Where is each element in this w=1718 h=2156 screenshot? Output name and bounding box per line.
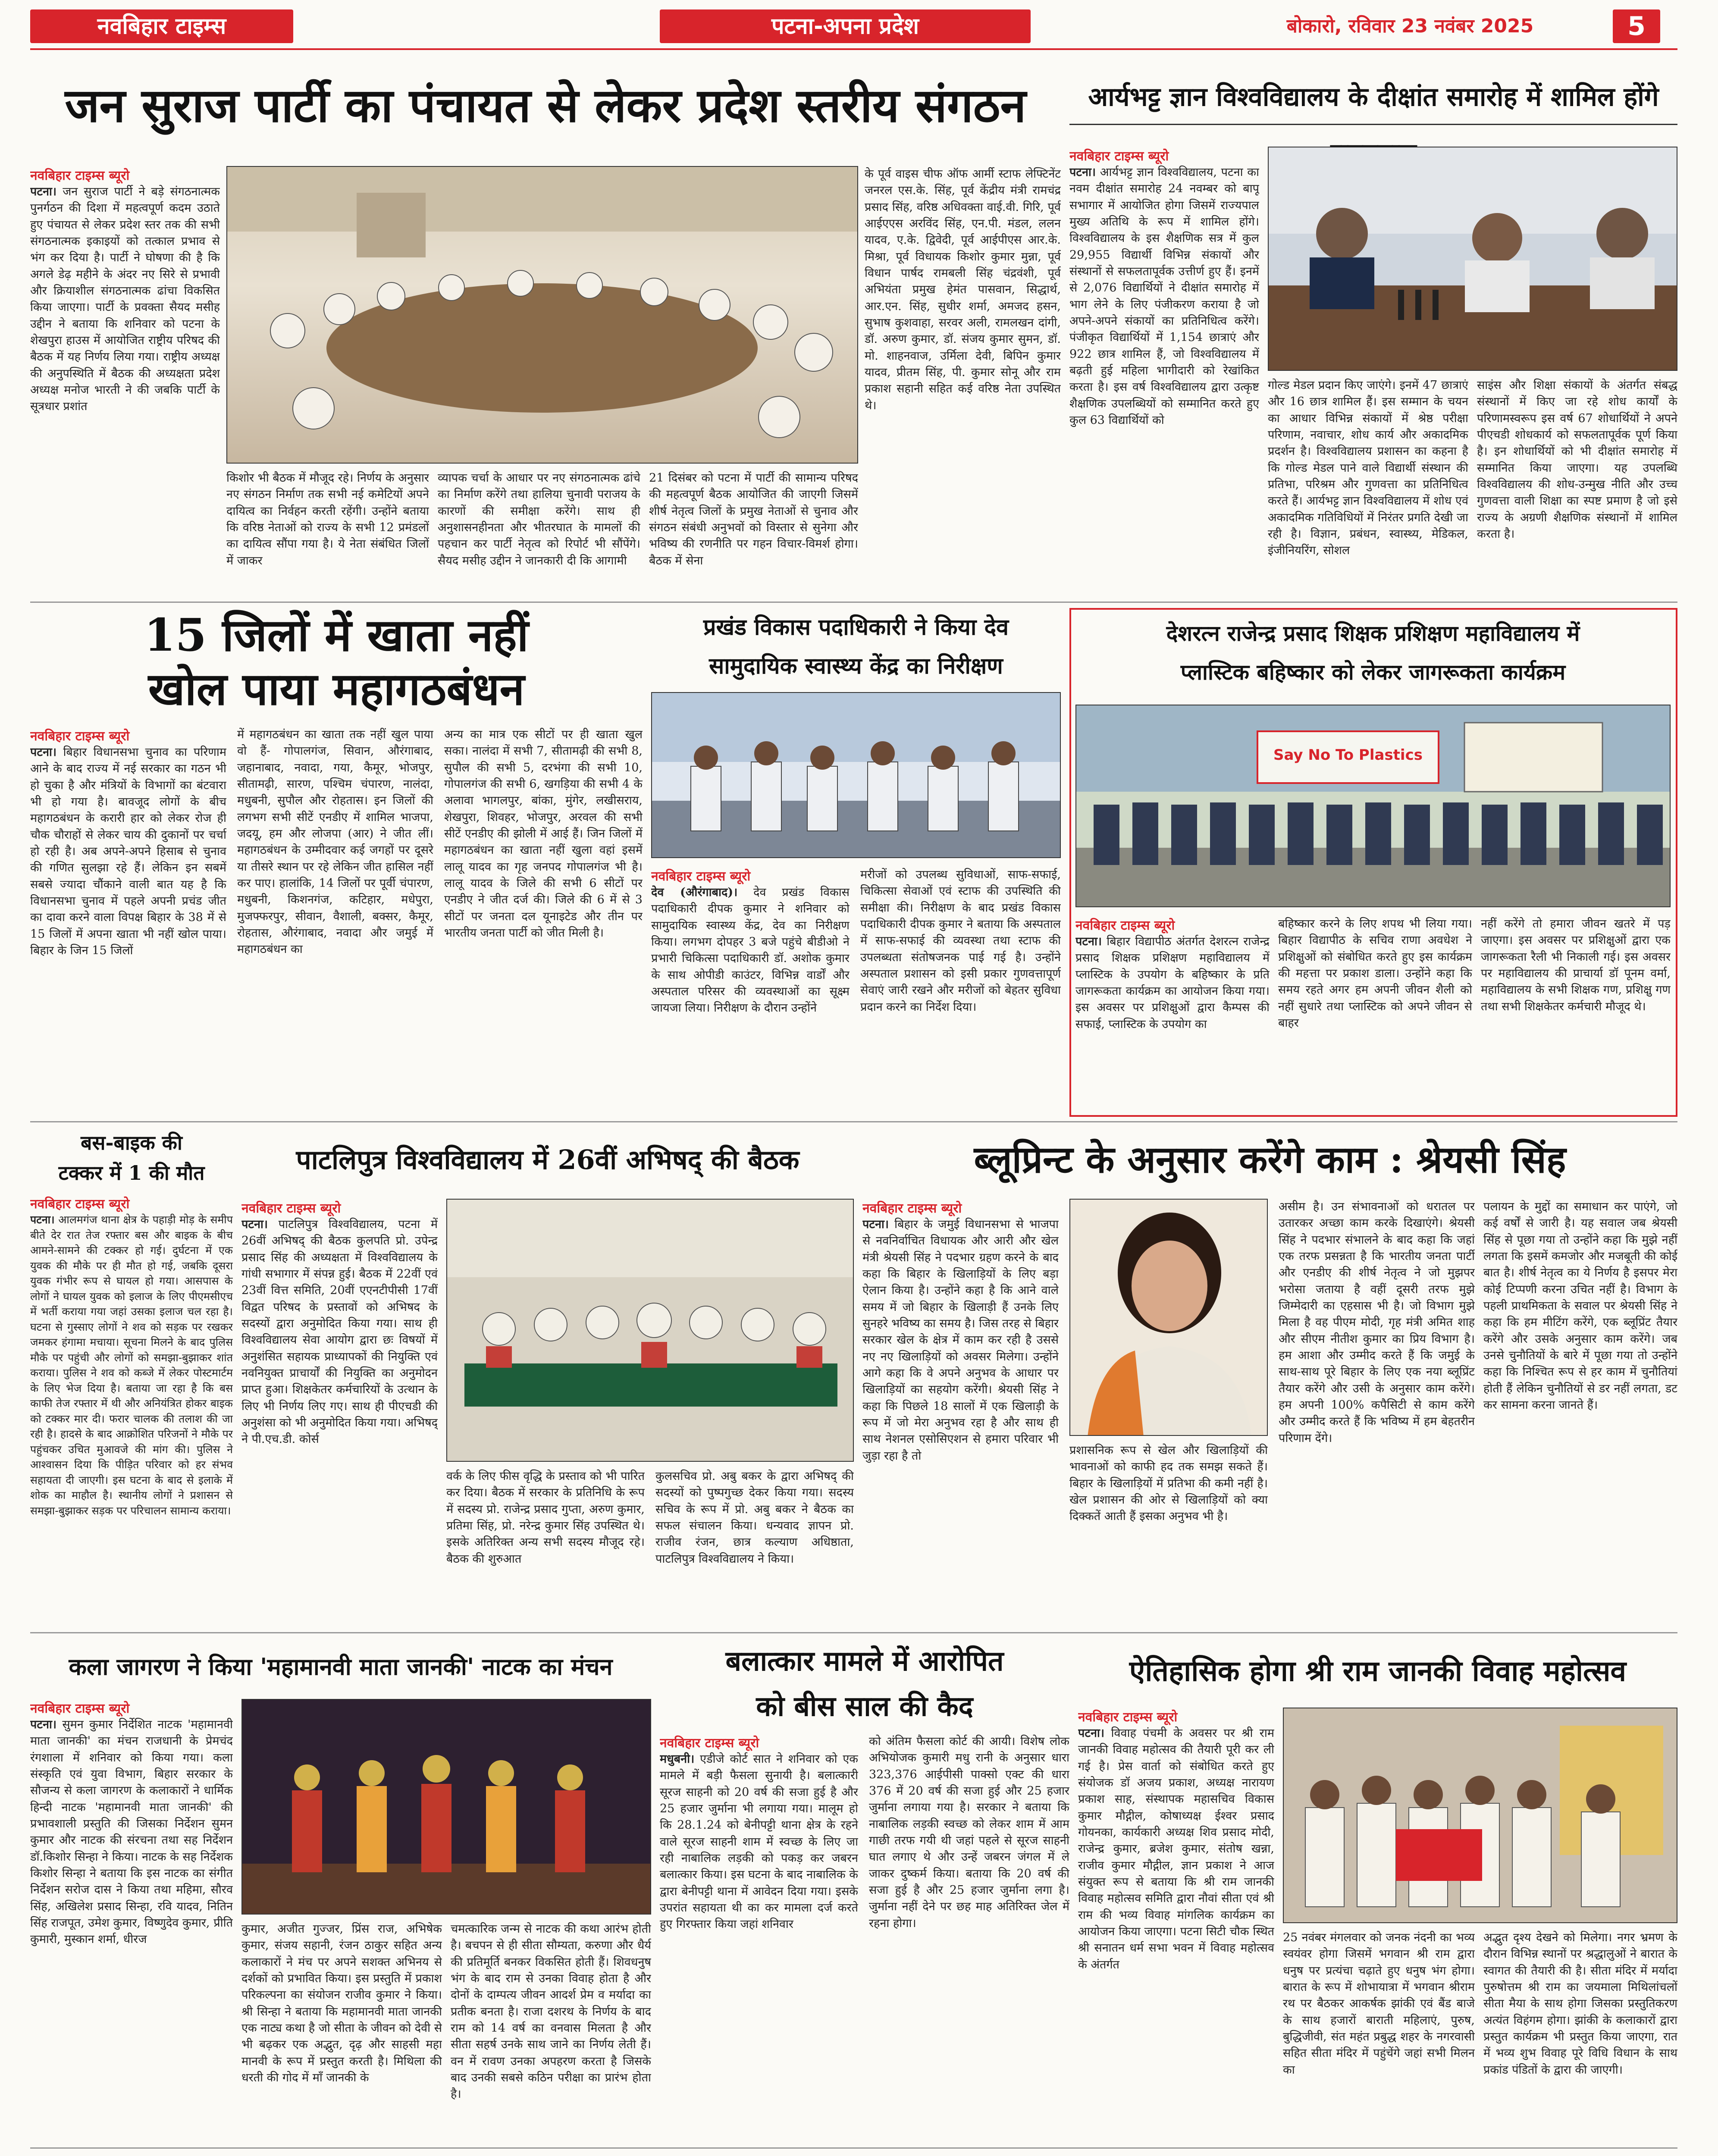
byline: नवबिहार टाइम्स ब्यूरो	[30, 729, 130, 744]
column	[1268, 377, 1468, 595]
column	[30, 727, 226, 1115]
dateline: पटना।	[30, 746, 57, 759]
rally-photo	[1075, 705, 1671, 907]
column	[865, 166, 1061, 597]
body-text: आलमगंज थाना क्षेत्र के पहाड़ी मोड़ के समीप बीते देर रात तेज रफ्तार बस और बाइक के बीच आमने-सामने की टक्कर हो गई। दुर्घटना में एक युवक की मौके पर ही मौत हो गई, जबकि दूसरा युवक गंभीर रूप से घायल हो गया। आसपास के लोगों ने घायल युवक को इलाज के लिए पीएमसीएच में भर्ती कराया गया जहां उसका इलाज चल रहा है। घटना से गुस्साए लोगों ने शव को सड़क पर रखकर जमकर हंगामा मचाया। सूचना मिलने के बाद पुलिस मौके पर पहुंची और लोगों को समझा-बुझाकर शांत कराया। पुलिस ने शव को कब्जे में लेकर पोस्टमार्टम के लिए भेज दिया है। बताया जा रहा है कि बस काफी तेज रफ्तार में थी और अनियंत्रित होकर बाइक को टक्कर मार दी। फरार चालक की तलाश की जा रही है। हादसे के बाद आक्रोशित परिजनों ने मौके पर पहुंचकर उचित मुआवजे की मांग की। पुलिस ने आश्वासन दिया कि पीड़ित परिवार को हर संभव सहायता दी जाएगी। इस घटना के बाद से इलाके में शोक का माहौल है। स्थानीय लोगों ने प्रशासन से समझा-बुझाकर सड़क पर परिचालन सामान्य कराया।	[30, 1213, 233, 1517]
byline: नवबिहार टाइम्स ब्यूरो	[1078, 1710, 1178, 1725]
byline: नवबिहार टाइम्स ब्यूरो	[241, 1201, 341, 1216]
headline: ब्लूप्रिन्ट के अनुसार करेंगे काम : श्रेयसी सिंह	[974, 1138, 1566, 1181]
column	[660, 1733, 858, 2141]
byline: नवबिहार टाइम्स ब्यूरो	[30, 1701, 130, 1716]
headline: ऐतिहासिक होगा श्री राम जानकी विवाह महोत्सव	[1129, 1654, 1627, 1688]
column	[30, 1194, 233, 1626]
column	[30, 166, 220, 597]
divider	[30, 1121, 1677, 1122]
headline-line: खोल पाया महागठबंधन	[148, 662, 525, 715]
column	[451, 1921, 651, 2141]
body-text: अद्भुत दृश्य देखने को मिलेगा। नगर भ्रमण के दौरान विभिन्न स्थानों पर श्रद्धालुओं ने बारात के स्वागत की तैयारी की है। सीता मंदिर में मर्यादा पुरुषोत्तम श्री राम का जयमाला मिथिलांचलों सीता मैया के साथ होगा जिसका प्रस्तुतिकरण अत्यंत विहंगम होगा। झांकी के कलाकारों द्वारा प्रस्तुत कार्यक्रम भी प्रस्तुत किया जाएगा, रात में भव्य शुभ विवाह पूरे विधि विधान के साथ प्रकांड पंडितों के द्वारा की जाएगी।	[1483, 1931, 1677, 2077]
body-text: कुलसचिव प्रो. अबु बकर के द्वारा अभिषद् की सदस्यों को पुष्पगुच्छ देकर किया गया। सदस्य सचिव के रूप में प्रो. अबु बकर ने बैठक का सफल संचालन किया। धन्यवाद ज्ञापन प्रो. राजीव रंजन, छात्र कल्याण अधिष्ठाता, पाटलिपुत्र विश्वविद्यालय ने किया।	[655, 1470, 854, 1566]
body-text: व्यापक चर्चा के आधार पर नए संगठनात्मक ढांचे का निर्माण करेंगे तथा हालिया चुनावी पराजय के कारणों की समीक्षा करेंगे। साथ ही अनुशासनहीनता और भीतरघात के मामलों की पहचान कर पार्टी नेतृत्व को रिपोर्ट भी सौंपेंगे। सैयद मसीह उद्दीन ने जानकारी दी कि आगामी	[438, 471, 640, 567]
column	[1069, 1442, 1268, 1626]
column	[1283, 1930, 1475, 2141]
dateline: पटना।	[1078, 1727, 1105, 1740]
body-text: प्रशासनिक रूप से खेल और खिलाड़ियों की भावनाओं को काफी हद तक समझ सकते हैं। बिहार के खिलाड़ियों में प्रतिभा की कमी नहीं है। खेल प्रशासन की ओर से खिलाड़ियों को क्या दिक्कतें आती हैं इसका अनुभव भी है।	[1069, 1444, 1268, 1523]
portrait-photo	[1069, 1199, 1268, 1436]
headline	[1281, 2154, 1677, 2156]
article-vivah	[1078, 1639, 1677, 2143]
article-shreyasi	[862, 1128, 1677, 1628]
press-conference-photo	[1283, 1708, 1677, 1923]
dateline: पटना।	[30, 185, 57, 198]
meeting-photo	[446, 1199, 854, 1462]
headline: जन सुराज पार्टी का पंचायत से लेकर प्रदेश स्तरीय संगठन	[65, 78, 1026, 133]
headline-line: बलात्कार मामले में आरोपित	[725, 1645, 1004, 1677]
body-text: पलायन के मुद्दों का समाधान कर पाएंगे, जो कई वर्षों से जारी है। यह सवाल जब श्रेयसी सिंह से पूछा गया तो उन्होंने कहा कि मुझे नहीं लगता कि इसमें कमजोर और मजबूती की कोई बात है। शीर्ष नेतृत्व का ये निर्णय है इसपर मेरा कोई टिप्पणी करना उचित नहीं है। विभाग के पहली प्राथमिकता के सवाल पर श्रेयसी सिंह ने कहा कि हम मीटिंग करेंगे, एक ब्लूप्रिंट तैयार करेंगे और उसके अनुसार काम करेंगे। जब उनसे चुनौतियों के बारे में पूछा गया तो उन्होंने कहा कि निश्चित रूप से हर काम में चुनौतियां होती हैं लेकिन चुनौतियों से डर नहीं लगता, डट कर सामना करना जानते हैं।	[1483, 1200, 1677, 1412]
article-mahamanvi	[30, 1639, 651, 2143]
headline-line: प्रखंड विकास पदाधिकारी ने किया देव	[703, 614, 1009, 640]
byline: नवबिहार टाइम्स ब्यूरो	[862, 1201, 962, 1216]
body-text: विवाह पंचमी के अवसर पर श्री राम जानकी विवाह महोत्सव की तैयारी पूरी कर ली गई है। प्रेस वार्ता को संबोधित करते हुए संयोजक डॉ अजय प्रकाश, अध्यक्ष नारायण प्रकाश साह, संस्थापक महासचिव विकास कुमार मौद्गील, कोषाध्यक्ष ईश्वर प्रसाद गोयनका, कार्यकारी अध्यक्ष शिव प्रसाद मोदी, राजेन्द्र कुमार, ब्रजेश कुमार, संतोष खन्ना, राजीव कुमार मौद्गील, ज्ञान प्रकाश ने आज संयुक्त रूप से बताया कि श्री राम जानकी विवाह महोत्सव समिति द्वारा नौवां सीता एवं श्री राम की भव्य विवाह मांगलिक कार्यक्रम का आयोजन किया जाएगा। पटना सिटी चौक स्थित श्री सनातन धर्म सभा भवन में विवाह महोत्सव के अंतर्गत	[1078, 1727, 1274, 1971]
body-text: नहीं करेंगे तो हमारा जीवन खतरे में पड़ जाएगा। इस अवसर पर प्रशिक्षुओं द्वारा एक जागरूकता रैली भी निकाली गई। इस अवसर पर महाविद्यालय की प्राचार्या डॉ पूनम वर्मा, महाविद्यालय के सभी शिक्षक गण, प्रशिक्षु गण तथा सभी शिक्षकेतर कर्मचारी मौजूद थे।	[1481, 917, 1671, 1013]
body-text: को अंतिम फैसला कोर्ट की आयी। विशेष लोक अभियोजक कुमारी मधु रानी के अनुसार धारा 323,376 आईपीसी पाक्सो एक्ट की धारा 376 में 20 वर्ष की सजा हुई और 25 हजार जुर्माना लगाया गया है। सरकार ने बताया कि नाबालिक लड़की स्वच्छ को लेकर शाम में आम गाछी तरफ गयी थी जहां पहले से सूरज साहनी घात लगाए थे और उन्हें जबरन जंगल में ले जाकर दुष्कर्म किया। बताया कि 20 वर्ष की सजा हुई है और 25 हजार जुर्माना लगा है। जुर्माना नहीं देने पर छह माह अतिरिक्त जेल में रहना होगा।	[869, 1735, 1069, 1930]
column	[1477, 377, 1677, 595]
body-text: बिहार के जमुई विधानसभा से भाजपा से नवनिर्वाचित विधायक और आरी और खेल मंत्री श्रेयसी सिंह ने पदभार ग्रहण करने के बाद कहा कि बिहार के खिलाड़ियों के लिए बड़ा ऐलान किया है। उन्होंने कहा है कि आने वाले समय में जो बिहार के खिलाड़ी हैं उनके लिए सुनहरे भविष्य का समय है। जिस तरह से बिहार सरकार खेल के क्षेत्र में काम कर रही है उससे नए नए खिलाड़ियों को अवसर मिलेगा। उन्होंने आगे कहा कि वे अपने अनुभव के आधार पर खिलाड़ियों का सहयोग करेंगी। श्रेयसी सिंह ने कहा कि पिछले 18 सालों में एक खिलाड़ी के रूप में जो मेरा अनुभव रहा है और साथ ही साथ नेशनल एसोसिएशन से हमारा परिवार भी जुड़ा रहा है तो	[862, 1218, 1059, 1463]
body-text: बहिष्कार करने के लिए शपथ भी लिया गया। बिहार विद्यापीठ के सचिव राणा अवधेश ने प्रशिक्षुओं को संबोधित करते हुए इस कार्यक्रम की महत्ता पर प्रकाश डाला। उन्होंने कहा कि समय रहते अगर हम अपनी जीवन शैली को नहीं सुधारे तथा प्लास्टिक को अपने जीवन से बाहर	[1278, 917, 1472, 1030]
column	[1078, 1708, 1274, 2141]
stage-play-photo	[241, 1699, 651, 1915]
column	[655, 1468, 854, 1626]
headline	[651, 608, 1061, 686]
dateline: पटना।	[1069, 166, 1096, 179]
hospital-photo	[651, 692, 1061, 858]
article-maharajganj	[1281, 2154, 1677, 2156]
column	[651, 867, 850, 1115]
banner-text: Say No To Plastics	[1273, 746, 1423, 764]
column	[1279, 1199, 1475, 1626]
dateline: पटना।	[1075, 935, 1102, 948]
masthead	[0, 0, 1718, 52]
body-text: देव प्रखंड विकास पदाधिकारी दीपक कुमार ने शनिवार को सामुदायिक स्वास्थ्य केंद्र, देव का निरीक्षण किया। लगभग दोपहर 3 बजे पहुंचे बीडीओ ने प्रभारी चिकित्सा पदाधिकारी डॉ. अशोक कुमार के साथ ओपीडी काउंटर, विभिन्न वार्डों और अस्पताल परिसर की व्यवस्थाओं का सूक्ष्म जायजा लिया। निरीक्षण के दौरान उन्होंने	[651, 886, 850, 1015]
column	[1075, 916, 1270, 1114]
article-balatkar	[660, 1639, 1069, 2143]
byline: नवबिहार टाइम्स ब्यूरो	[30, 168, 130, 183]
dateline: देव (औरंगाबाद)।	[651, 886, 738, 899]
article-mahagathbandhan	[30, 608, 643, 1117]
article-jan-suraj	[30, 60, 1061, 595]
byline: नवबिहार टाइम्स ब्यूरो	[1075, 918, 1175, 933]
body-text: सुमन कुमार निर्देशित नाटक 'महामानवी माता जानकी' का मंचन राजधानी के प्रेमचंद रंगशाला में शनिवार को किया गया। कला संस्कृति एवं युवा विभाग, बिहार सरकार के सौजन्य से कला जागरण के कलाकारों ने धार्मिक हिन्दी नाटक 'महामानवी माता जानकी' की प्रभावशाली प्रस्तुति की जिसका निर्देशन सुमन कुमार और नाटक की संरचना तथा सह निर्देशन डॉ.किशोर सिन्हा ने किया। नाटक के सह निर्देशक किशोर सिन्हा ने बताया कि इस नाटक का संगीत निर्देशन सरोज दास ने किया तथा महिमा, सौरव सिंह, अखिलेश प्रसाद सिन्हा, रवि यादव, नितिन सिंह राजपूत, उमेश कुमार, विष्णुदेव कुमार, प्रीति कुमारी, मुस्कान शर्मा, धीरज	[30, 1718, 233, 1946]
divider	[30, 602, 1677, 603]
column	[860, 867, 1061, 1115]
headline: कला जागरण ने किया 'महामानवी माता जानकी' नाटक का मंचन	[69, 1653, 613, 1680]
meeting-photo	[1268, 147, 1677, 371]
headline-line: सामुदायिक स्वास्थ्य केंद्र का निरीक्षण	[709, 653, 1003, 679]
headline: आर्यभट्ट ज्ञान विश्वविद्यालय के दीक्षांत समारोह में शामिल होंगे	[1069, 69, 1677, 125]
dateline: पटना।	[30, 1718, 57, 1731]
column	[1278, 916, 1472, 1114]
dateline: मधुबनी।	[660, 1752, 695, 1766]
headline-line: 15 जिलों में खाता नहीं	[144, 608, 529, 661]
article-film	[30, 2154, 1272, 2156]
masthead-rule	[30, 48, 1677, 50]
meeting-photo	[226, 166, 858, 464]
column	[30, 1699, 233, 2141]
column	[446, 1468, 645, 1626]
column	[869, 1733, 1069, 2141]
article-aryabhatta	[1069, 60, 1677, 595]
column	[241, 1921, 442, 2141]
divider	[30, 1632, 1677, 1633]
body-text: आर्यभट्ट ज्ञान विश्वविद्यालय, पटना का नवम दीक्षांत समारोह 24 नवम्बर को बापू सभागार में आयोजित होगा जिसमें राज्यपाल मुख्य अतिथि के रूप में शामिल होंगे। विश्वविद्यालय के इस शैक्षणिक सत्र में कुल 29,955 विद्यार्थी विभिन्न संकायों और संस्थानों से सफलतापूर्वक उत्तीर्ण हुए हैं। इनमें से 2,076 विद्यार्थियों ने दीक्षांत समारोह में भाग लेने के लिए पंजीकरण कराया है जो अपने-अपने संकायों का प्रतिनिधित्व करेंगे। पंजीकृत विद्यार्थियों में 1,154 छात्राएं और 922 छात्र शामिल हैं, जो विश्वविद्यालय में बढ़ती हुई महिला भागीदारी को रेखांकित करता है। इस वर्ष विश्वविद्यालय द्वारा उत्कृष्ट शैक्षणिक उपलब्धियों को सम्मानित करते हुए कुल 63 विद्यार्थियों को	[1069, 166, 1259, 427]
body-text: गोल्ड मेडल प्रदान किए जाएंगे। इनमें 47 छात्राएं और 16 छात्र शामिल हैं। इस सम्मान के चयन का आधार विभिन्न संकायों में श्रेष्ठ परीक्षा परिणाम, नवाचार, शोध कार्य और अकादमिक प्रदर्शन है। विश्वविद्यालय प्रशासन का कहना है कि गोल्ड मेडल पाने वाले विद्यार्थी संस्थान की प्रतिभा, परिश्रम और गुणवत्ता का प्रतिनिधित्व करते हैं। आर्यभट्ट ज्ञान विश्वविद्यालय में शोध एवं अकादमिक गतिविधियों में निरंतर प्रगति देखी जा रही है। विज्ञान, प्रबंधन, स्वास्थ्य, मेडिकल, इंजीनियरिंग, सोशल	[1268, 379, 1468, 558]
headline	[30, 1128, 233, 1192]
article-patliputra	[241, 1128, 854, 1628]
body-text: पाटलिपुत्र विश्वविद्यालय, पटना में 26वीं अभिषद् की बैठक कुलपति प्रो. उपेन्द्र प्रसाद सिंह की अध्यक्षता में विश्वविद्यालय के गांधी सभागार में संपन्न हुई। बैठक में 22वीं एवं 23वीं वित्त समिति, 20वीं एएनटीपीसी 17वीं विद्वत परिषद के प्रस्तावों को अभिषद के सदस्यों द्वारा अनुमोदित किया गया। साथ ही विश्वविद्यालय सेवा आयोग द्वारा छः विषयों में अनुशंसित सहायक प्राध्यापकों की नियुक्ति एवं नवनियुक्त प्राचार्यों की नियुक्ति का अनुमोदन प्राप्त हुआ। शिक्षकेतर कर्मचारियों के उत्थान के लिए भी निर्णय लिए गए। साथ ही पीएचडी की अनुशंसा को भी अनुमोदित किया गया। अभिषद् ने पी.एच.डी. कोर्स	[241, 1218, 438, 1446]
article-bus-bike	[30, 1128, 233, 1628]
column	[862, 1199, 1059, 1626]
body-text: 21 दिसंबर को पटना में पार्टी की सामान्य परिषद की महत्वपूर्ण बैठक आयोजित की जाएगी जिसमें शीर्ष नेतृत्व जिलों के प्रमुख नेताओं से चुनाव और संगठन संबंधी अनुभवों को विस्तार से सुनेगा और भविष्य की रणनीति पर गहन विचार-विमर्श होगा। बैठक में सेना	[649, 471, 858, 567]
page-number: 5	[1613, 9, 1660, 43]
headline-line: बस-बाइक की	[81, 1131, 182, 1154]
byline: नवबिहार टाइम्स ब्यूरो	[660, 1736, 759, 1751]
article-bdo-inspection	[651, 608, 1061, 1117]
body-text: में महागठबंधन का खाता तक नहीं खुल पाया वो हैं- गोपालगंज, सिवान, औरंगाबाद, जहानाबाद, नवादा, गया, कैमूर, भोजपुर, सीतामढ़ी, सारण, पश्चिम चंपारण, नालंदा, मधुबनी, सुपौल और रोहतास। इन जिलों की लगभग सभी सीटें एनडीए में शामिल भाजपा, जदयू, हम और लोजपा (आर) ने जीत लीं। महागठबंधन के उम्मीदवार कई जगहों पर दूसरे या तीसरे स्थान पर रहे लेकिन जीत हासिल नहीं कर पाए। हालांकि, 14 जिलों पर पूर्वी चंपारण, मधुबनी, किशनगंज, कटिहार, मधेपुरा, मुजफ्फरपुर, सीवान, वैशाली, बक्सर, कैमूर, रोहतास, औरंगाबाद, नवादा और जमुई में महागठबंधन का	[237, 728, 433, 956]
column	[1483, 1199, 1677, 1626]
body-text: के पूर्व वाइस चीफ ऑफ आर्मी स्टाफ लेफ्टिनेंट जनरल एस.के. सिंह, पूर्व केंद्रीय मंत्री रामचंद्र प्रसाद सिंह, वरिष्ठ अधिवक्ता वाई.वी. गिरि, पूर्व आईएएस अरविंद सिंह, एन.पी. मंडल, ललन यादव, ए.के. द्विवेदी, पूर्व आईपीएस आर.के. मिश्रा, पूर्व विधायक किशोर कुमार मुन्ना, पूर्व विधान पार्षद रामबली सिंह चंद्रवंशी, पूर्व अभियंता प्रमुख हेमंत पासवान, सिद्धार्थ, आर.एन. सिंह, सुधीर शर्मा, अमजद हसन, सुभाष कुशवाहा, सरवर अली, रामलखन दांगी, डॉ. अरुण कुमार, डॉ. संजय कुमार सुमन, डॉ. मो. शाहनवाज, उर्मिला देवी, बिपिन कुमार यादव, प्रीतम सिंह, पी. कुमार सोनू और राम प्रकाश सहानी सहित कई वरिष्ठ नेता उपस्थित थे।	[865, 167, 1061, 412]
body-text: 25 नवंबर मंगलवार को जनक नंदनी का भव्य स्वयंवर होगा जिसमें भगवान श्री राम द्वारा धनुष पर प्रत्यंचा चढ़ाते हुए धनुष भंग होगा। बारात के रूप में शोभायात्रा में भगवान श्रीराम रथ पर बैठकर आकर्षक झांकी एवं बैंड बाजे के साथ हजारों बाराती महिलाएं, पुरुष, बुद्धिजीवी, संत महंत प्रबुद्ध शहर के नगरवासी सहित सीता मंदिर में पहुंचेंगे जहां सभी मिलन का	[1283, 1931, 1475, 2077]
paper-name: नवबिहार टाइम्स	[30, 9, 293, 43]
column	[444, 727, 643, 1115]
headline-line: देशरत्न राजेन्द्र प्रसाद शिक्षक प्रशिक्षण महाविद्यालय में	[1166, 620, 1580, 646]
headline	[1075, 614, 1671, 700]
column	[1069, 147, 1259, 595]
body-text: असीम है। उन संभावनाओं को धरातल पर उतारकर अच्छा काम करके दिखाएंगे। श्रेयसी सिंह ने पदभार संभालने के बाद कहा कि जहां एक तरफ प्रसन्नता है कि भारतीय जनता पार्टी और एनडीए की शीर्ष नेतृत्व ने जो मुझपर भरोसा जताया है वहीं दूसरी तरफ मुझे जिम्मेदारी का एहसास भी है। जो विभाग मुझे मिला है वह पीएम मोदी, गृह मंत्री अमित शाह और सीएम नीतीश कुमार का प्रिय विभाग है। हम आशा और उम्मीद करते हैं कि जमुई के साथ-साथ पूरे बिहार के लिए एक नया ब्लूप्रिंट तैयार करेंगे और उसी के अनुसार काम करेंगे। हम अपनी 100% कपैसिटी से काम करेंगे और उम्मीद करते हैं कि भविष्य में हम बेहतरीन परिणाम देंगे।	[1279, 1200, 1475, 1445]
byline: नवबिहार टाइम्स ब्यूरो	[651, 869, 751, 884]
divider	[30, 2147, 1677, 2149]
headline	[660, 1639, 1069, 1729]
body-text: साइंस और शिक्षा संकायों के अंतर्गत संबद्ध संस्थानों में किए जा रहे शोध कार्यों के परिणामस्वरूप इस वर्ष 67 शोधार्थियों ने अपने पीएचडी शोधकार्य को सफलतापूर्वक पूर्ण किया है। इन शोधार्थियों को भी दीक्षांत समारोह में सम्मानित किया जाएगा। यह उपलब्धि विश्वविद्यालय की शोध-उन्मुख नीति और उच्च गुणवत्ता वाली शिक्षा का स्पष्ट प्रमाण है जो इसे राज्य के अग्रणी शैक्षणिक संस्थानों में शामिल करता है।	[1477, 379, 1677, 541]
column	[226, 470, 429, 595]
column	[241, 1199, 438, 1626]
column	[1483, 1930, 1677, 2141]
headline-line	[1281, 2154, 1677, 2156]
headline: पाटलिपुत्र विश्वविद्यालय में 26वीं अभिषद् की बैठक	[296, 1144, 799, 1175]
body-text: कुमार, अजीत गुज्जर, प्रिंस राज, अभिषेक कुमार, संजय सहानी, रंजन ठाकुर सहित अन्य कलाकारों ने मंच पर अपने सशक्त अभिनय से दर्शकों को प्रभावित किया। इस प्रस्तुति में प्रकाश परिकल्पना का संयोजन राजीव कुमार ने किया। श्री सिन्हा ने बताया कि महामानवी माता जानकी एक नाट्य कथा है जो सीता के जीवन को देवी से भी बढ़कर एक अद्भुत, दृढ़ और साहसी महा मानवी के रूप में प्रस्तुत करती है। मिथिला की धरती की गोद में माँ जानकी के	[241, 1922, 442, 2084]
body-text: एडीजे कोर्ट सात ने शनिवार को एक मामले में बड़ी फैसला सुनायी है। बलात्कारी सूरज साहनी को 20 वर्ष की सजा हुई है और 25 हजार जुर्माना भी लगाया गया। मालूम हो कि 28.1.24 को बेनीपट्टी थाना क्षेत्र के रहने वाले सूरज साहनी शाम में स्वच्छ के लिए जा रही नाबालिक लड़की को पकड़ कर जबरन बलात्कार किया। इस घटना के बाद नाबालिक के द्वारा बेनीपट्टी थाना में आवेदन दिया गया। इसके उपरांत सहायता थी का कर मामला दर्ज करते हुए गिरफ्तार किया जहां शनिवार	[660, 1752, 858, 1931]
byline: नवबिहार टाइम्स ब्यूरो	[30, 1197, 130, 1212]
headline-line: प्लास्टिक बहिष्कार को लेकर जागरूकता कार्यक्रम	[1180, 659, 1566, 685]
column	[649, 470, 858, 595]
section-title: पटना-अपना प्रदेश	[660, 9, 1031, 43]
body-text: मरीजों को उपलब्ध सुविधाओं, साफ-सफाई, चिकित्सा सेवाओं एवं स्टाफ की उपस्थिति की समीक्षा की। निरीक्षण के बाद प्रखंड विकास पदाधिकारी दीपक कुमार ने बताया कि अस्पताल में साफ-सफाई की व्यवस्था तथा स्टाफ की उपलब्धता संतोषजनक पाई गई है। उन्होंने अस्पताल प्रशासन को इसी प्रकार गुणवत्तापूर्ण सेवाएं जारी रखने और मरीजों को बेहतर सुविधा प्रदान करने का निर्देश दिया।	[860, 868, 1061, 1014]
column	[237, 727, 433, 1115]
headline	[30, 608, 643, 716]
body-text: चमत्कारिक जन्म से नाटक की कथा आरंभ होती है। बचपन से ही सीता सौम्यता, करुणा और धैर्य की प्रतिमूर्ति बनकर विकसित होती हैं। शिवधनुष भंग के बाद राम से उनका विवाह होता है और दोनों के दाम्पत्य जीवन आदर्श प्रेम व मर्यादा का प्रतीक बनता है। राजा दशरथ के निर्णय के बाद राम को 14 वर्ष का वनवास मिलता है और सीता सहर्ष उनके साथ जाने का निर्णय लेती हैं। वन में रावण उनका अपहरण करता है जिसके बाद उनकी सबसे कठिन परीक्षा का प्रारंभ होता है।	[451, 1922, 651, 2101]
headline	[30, 2154, 1272, 2156]
dateline: बोकारो, रविवार 23 नवंबर 2025	[1286, 15, 1534, 37]
body-text: बिहार विद्यापीठ अंतर्गत देशरत्न राजेन्द्र प्रसाद शिक्षक प्रशिक्षण महाविद्यालय में प्लास्टिक के उपयोग के बहिष्कार के प्रति जागरूकता कार्यक्रम का आयोजन किया गया। इस अवसर पर प्रशिक्षुओं द्वारा कैम्पस की सफाई, प्लास्टिक के उपयोग का	[1075, 935, 1270, 1031]
body-text: जन सुराज पार्टी ने बड़े संगठनात्मक पुनर्गठन की दिशा में महत्वपूर्ण कदम उठाते हुए पंचायत से लेकर प्रदेश स्तर तक की सभी संगठनात्मक इकाइयों को तत्काल प्रभाव से भंग कर दिया है। पार्टी ने घोषणा की है कि अगले डेढ़ महीने के अंदर नए सिरे से प्रभावी और क्रियाशील संगठनात्मक ढांचा विकसित किया जाएगा। पार्टी के प्रवक्ता सैयद मसीह उद्दीन ने बताया कि शनिवार को पटना के शेखपुरा हाउस में आयोजित राष्ट्रीय परिषद की बैठक में यह निर्णय लिया गया। राष्ट्रीय अध्यक्ष की अनुपस्थिति में बैठक की अध्यक्षता प्रदेश अध्यक्ष मनोज भारती ने की जबकि पार्टी के सूत्रधार प्रशांत	[30, 185, 220, 414]
body-text: बिहार विधानसभा चुनाव का परिणाम आने के बाद राज्य में नई सरकार का गठन भी हो चुका है और मंत्रियों के विभागों का बंटवारा भी हो गया है। बावजूद लोगों के बीच महागठबंधन के करारी हार को लेकर रोज ही चौक चौराहों से लेकर चाय की दुकानों पर चर्चा हो रही है। अब अपने-अपने हिसाब से चुनाव की गणित सुलझा रहे हैं। लेकिन इन सबमें सबसे ज्यादा चौंकाने वाली बात यह है कि विधानसभा चुनाव में पहले अपनी प्रचंड जीत का दावा करने वाला विपक्ष बिहार के 38 में से 15 जिलों में अपना खाता भी नहीं खोल पाया। बिहार के जिन 15 जिलों	[30, 746, 226, 957]
dateline: पटना।	[241, 1218, 268, 1231]
dateline: पटना।	[862, 1218, 889, 1231]
body-text: अन्य का मात्र एक सीटों पर ही खाता खुल सका। नालंदा में सभी 7, सीतामढ़ी की सभी 8, सुपौल की सभी 5, दरभंगा की सभी 10, गोपालगंज की सभी 6, खगड़िया की सभी 4 के अलावा भागलपुर, बांका, मुंगेर, लखीसराय, शेखपुरा, शिवहर, भोजपुर, अरवल की सभी सीटें एनडीए की झोली में आई हैं। जिन जिलों में महागठबंधन का खाता नहीं खुला वहां इसमें लालू यादव का गृह जनपद गोपालगंज भी है। लालू यादव के जिले की सभी 6 सीटों पर एनडीए ने जीत दर्ज की। जिले की 6 में से 3 सीटों पर जनता दल यूनाइटेड और तीन पर भारतीय जनता पार्टी को जीत मिली है।	[444, 728, 643, 940]
body-text: किशोर भी बैठक में मौजूद रहे। निर्णय के अनुसार नए संगठन निर्माण तक सभी नई कमेटियों अपने दायित्व का निर्वहन करती रहेंगी। उन्होंने बताया कि वरिष्ठ नेताओं को राज्य के सभी 12 प्रमंडलों का दायित्व सौंपा गया है। ये नेता संबंधित जिलों में जाकर	[226, 471, 429, 567]
body-text: वर्क के लिए फीस वृद्धि के प्रस्ताव को भी पारित कर दिया। बैठक में सरकार के प्रतिनिधि के रूप में सदस्य प्रो. राजेन्द्र प्रसाद गुप्ता, अरुण कुमार, प्रतिमा सिंह, प्रो. नरेन्द्र कुमार सिंह उपस्थित थे। इसके अतिरिक्त अन्य सभी सदस्य मौजूद रहे। बैठक की शुरुआत	[446, 1470, 645, 1566]
column	[438, 470, 640, 595]
dateline: पटना।	[30, 1213, 55, 1226]
byline: नवबिहार टाइम्स ब्यूरो	[1069, 149, 1169, 164]
headline-line: टक्कर में 1 की मौत	[58, 1161, 205, 1185]
headline-line: को बीस साल की कैद	[756, 1690, 973, 1723]
column	[1481, 916, 1671, 1114]
article-plastic	[1069, 608, 1677, 1117]
